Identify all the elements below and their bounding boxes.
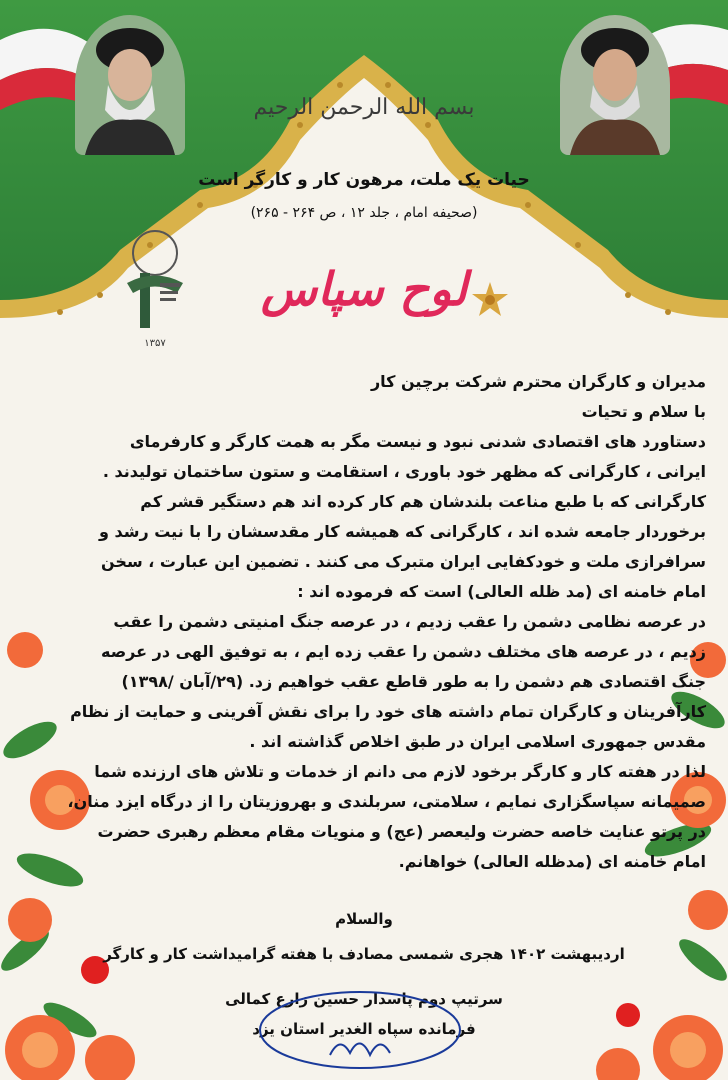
header-quote: حیات یک ملت، مرهون کار و کارگر است	[198, 170, 530, 190]
body-line: مقدس جمهوری اسلامی ایران در طبق اخلاص گذاشته اند .	[249, 732, 706, 751]
body-line: کارآفرینان و کارگران تمام داشته های خود را برای نقش آفرینی و حمایت از نظام	[70, 702, 706, 721]
body-line: ایرانی ، کارگرانی که مظهر خود باوری ، استقامت و ستون ساختمان تولیدند .	[102, 462, 706, 481]
header-source: (صحیفه امام ، جلد ۱۲ ، ص ۲۶۴ - ۲۶۵)	[250, 205, 478, 221]
body-line: سرافرازی ملت و خودکفایی ایران متبرک می کنند . تضمین این عبارت ، سخن	[101, 552, 706, 571]
body-line: لذا در هفته کار و کارگر برخود لازم می دانم از خدمات و تلاش های ارزنده شما	[94, 762, 706, 781]
emblem-year: ۱۳۵۷	[144, 338, 166, 349]
star-ornament-icon	[470, 280, 510, 320]
bismillah: بسم الله الرحمن الرحیم	[253, 95, 475, 120]
body-line: در پرتو عنایت خاصه حضرت ولیعصر (عج) و منویات مقام معظم رهبری حضرت	[97, 822, 706, 841]
portrait-right	[560, 15, 670, 155]
signer-name: سرتیپ دوم پاسدار حسین زارع کمالی	[225, 990, 503, 1008]
closing-date: اردیبهشت ۱۴۰۲ هجری شمسی مصادف با هفته گرامیداشت کار و کارگر	[103, 945, 625, 963]
body-line: زدیم ، در عرصه های مختلف دشمن را عقب زده ایم ، به توفیق الهی در عرصه	[101, 642, 706, 661]
certificate-title: لوح سپاس	[260, 262, 468, 316]
closing-salutation: والسلام	[335, 910, 393, 928]
body-line: جنگ اقتصادی هم دشمن را به طور قاطع عقب خواهیم زد. (۲۹/آبان /۱۳۹۸)	[121, 672, 706, 691]
body-line: امام خامنه ای (مدظله العالی) خواهانم.	[398, 852, 706, 871]
body-line: با سلام و تحیات	[581, 402, 706, 421]
body-line: کارگرانی که با طبع مناعت بلندشان هم کار کرده اند هم دستگیر قشر کم	[140, 492, 706, 511]
signer-position: فرمانده سپاه الغدیر استان یزد	[252, 1020, 476, 1038]
body-line: دستاورد های اقتصادی شدنی نبود و نیست مگر به همت کارگر و کارفرمای	[129, 432, 706, 451]
emblem	[115, 228, 195, 348]
signature	[250, 985, 480, 1075]
body-line: برخوردار جامعه شده اند ، کارگرانی که همیشه کار مقدسشان را با نیت رشد و	[98, 522, 706, 541]
body-line: در عرصه نظامی دشمن را عقب زدیم ، در عرصه جنگ امنیتی دشمن را عقب	[113, 612, 706, 631]
body-line: مدیران و کارگران محترم شرکت برچین کار	[370, 372, 706, 391]
body-line: صمیمانه سپاسگزاری نمایم ، سلامتی، سربلندی و بهروزیتان را از درگاه ایزد منان،	[67, 792, 706, 811]
portrait-left	[75, 15, 185, 155]
body-line: امام خامنه ای (مد ظله العالی) است که فرموده اند :	[297, 582, 706, 601]
